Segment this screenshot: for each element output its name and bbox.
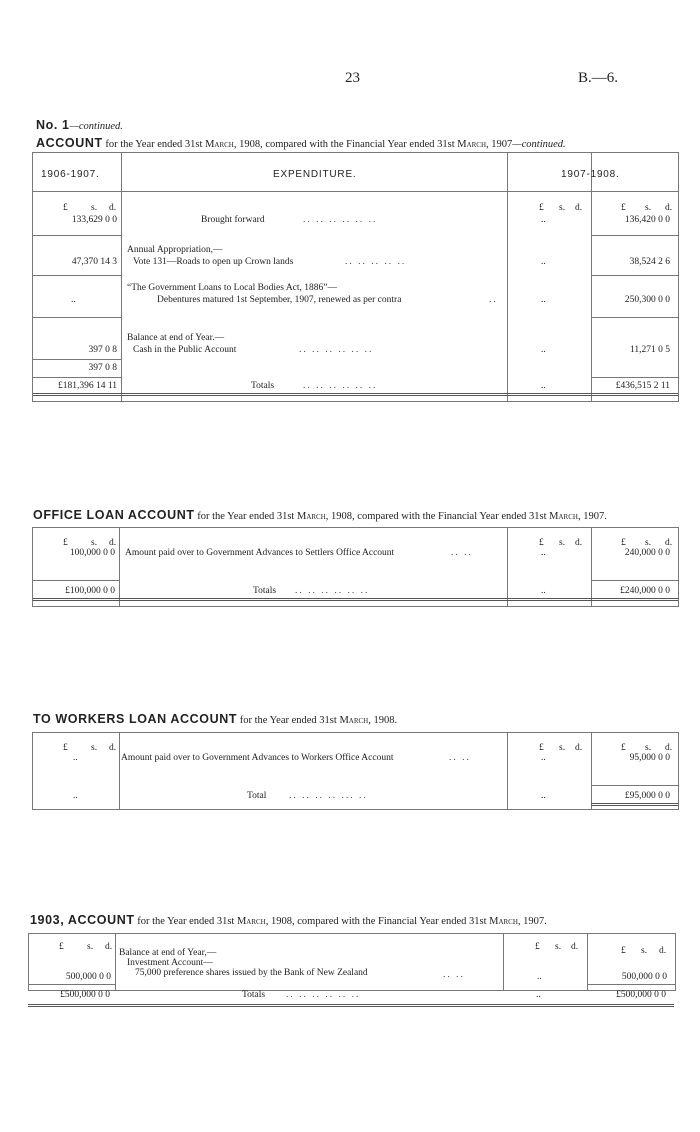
table-row-mid: ..	[541, 257, 546, 267]
unit-pence: d.	[109, 203, 117, 213]
table-row-mid: ..	[541, 753, 546, 763]
leader-dots: .. ..	[449, 753, 471, 763]
table-row-description: Amount paid over to Government Advances to Settlers Office Account	[125, 548, 395, 558]
table-row-description: Vote 131—Roads to open up Crown lands	[133, 257, 294, 267]
table-row-description: Balance at end of Year.—	[127, 333, 225, 343]
table-row-description: Annual Appropriation,—	[127, 245, 223, 255]
section1-header: ACCOUNT for the Year ended 31st March, 1908, compared with the Financial Year ended 31st March, 1907—continued.	[36, 136, 566, 150]
unit-pound: £	[539, 538, 544, 548]
leader-dots: .. ..	[451, 548, 473, 558]
unit-pence: d.	[575, 743, 583, 753]
unit-shilling: s.	[641, 946, 648, 956]
section4-totals	[28, 990, 676, 1014]
section4-title: 1903, ACCOUNT	[30, 913, 135, 927]
col-year-cur: 1907-1908.	[561, 169, 620, 180]
section2-header: OFFICE LOAN ACCOUNT for the Year ended 31st March, 1908, compared with the Financial Year ended 31st March, 1907.	[33, 508, 607, 522]
table-row-prev-amount: ..	[71, 295, 76, 305]
leader-dots: .. .. .. .. .. ..	[299, 345, 374, 355]
total-mid: ..	[541, 791, 546, 801]
unit-pound: £	[63, 743, 68, 753]
total-mid: ..	[541, 586, 546, 596]
table-row-description: Amount paid over to Government Advances to Workers Office Account	[121, 753, 394, 763]
unit-shilling: s.	[555, 942, 562, 952]
unit-pence: d.	[109, 538, 117, 548]
total-label: Total	[247, 791, 267, 801]
section3-table	[32, 732, 679, 810]
unit-shilling: s.	[645, 538, 652, 548]
unit-pound: £	[63, 203, 68, 213]
leader-dots: .. .. .. .. .. ..	[295, 586, 370, 596]
unit-pence: d.	[109, 743, 117, 753]
total-cur-amount: £436,515 2 11	[615, 381, 670, 391]
unit-pence: d.	[659, 946, 667, 956]
section4-table	[28, 933, 676, 991]
total-prev-amount: £500,000 0 0	[60, 990, 110, 1000]
unit-pound: £	[539, 743, 544, 753]
table-row-mid: ..	[541, 548, 546, 558]
unit-shilling: s.	[91, 743, 98, 753]
table-row-description: Brought forward	[201, 215, 265, 225]
table-row-mid: ..	[541, 345, 546, 355]
col-expenditure: EXPENDITURE.	[273, 169, 357, 180]
unit-pence: d.	[665, 538, 673, 548]
unit-pound: £	[621, 203, 626, 213]
total-prev-amount: £100,000 0 0	[65, 586, 115, 596]
unit-shilling: s.	[645, 743, 652, 753]
section4-header: 1903, ACCOUNT for the Year ended 31st March, 1908, compared with the Financial Year ended 31st March, 1907.	[30, 913, 547, 927]
table-row-cur-amount: 250,300 0 0	[624, 295, 670, 305]
leader-dots: .. .. .. .. ..	[345, 257, 407, 267]
leader-dots: .. ..	[443, 970, 465, 980]
unit-pence: d.	[665, 743, 673, 753]
table-row-prev-amount: 397 0 8	[88, 345, 117, 355]
table-row-description: “The Government Loans to Local Bodies Act, 1886”—	[127, 283, 338, 293]
table-row-prev-amount: 100,000 0 0	[69, 548, 115, 558]
unit-pound: £	[63, 538, 68, 548]
total-cur-amount: £240,000 0 0	[620, 586, 670, 596]
table-row-cur-amount: 38,524 2 6	[629, 257, 670, 267]
section3-title: TO WORKERS LOAN ACCOUNT	[33, 712, 238, 726]
total-prev-amount: ..	[73, 791, 78, 801]
table-row-cur-amount: 11,271 0 5	[629, 345, 670, 355]
section3-header: TO WORKERS LOAN ACCOUNT for the Year ended 31st March, 1908.	[33, 712, 398, 726]
leader-dots: ..	[489, 295, 498, 305]
leader-dots: .. .. .. .. ... ..	[289, 791, 368, 801]
table-row-description: Investment Account—	[127, 958, 213, 968]
table-row-description: Balance at end of Year,—	[119, 948, 217, 958]
section2-title: OFFICE LOAN ACCOUNT	[33, 508, 195, 522]
total-label: Totals	[242, 990, 266, 1000]
table-row-prev-amount: 47,370 14 3	[71, 257, 117, 267]
unit-shilling: s.	[559, 538, 566, 548]
table-row-cur-amount: 136,420 0 0	[624, 215, 670, 225]
unit-pence: d.	[105, 942, 113, 952]
section1-number: No. 1—continued.	[36, 118, 123, 132]
leader-dots: .. .. .. .. .. ..	[286, 990, 361, 1000]
unit-pound: £	[535, 942, 540, 952]
col-year-prev: 1906-1907.	[41, 169, 100, 180]
table-row-mid: ..	[541, 295, 546, 305]
table-row-prev-amount: 133,629 0 0	[71, 215, 117, 225]
section2-table	[32, 527, 679, 607]
table-row-mid: ..	[537, 972, 542, 982]
total-mid: ..	[536, 990, 541, 1000]
leader-dots: .. .. .. .. .. ..	[303, 215, 378, 225]
section1-table	[32, 152, 679, 402]
unit-pound: £	[621, 946, 626, 956]
table-row-description: Debentures matured 1st September, 1907, renewed as per contra	[157, 295, 402, 305]
total-prev-amount: £181,396 14 11	[57, 381, 117, 391]
page-number: 23	[345, 70, 360, 86]
section1-title: ACCOUNT	[36, 136, 103, 150]
table-row-cur-amount: 240,000 0 0	[624, 548, 670, 558]
total-mid: ..	[541, 381, 546, 391]
total-cur-amount: £500,000 0 0	[616, 990, 666, 1000]
leader-dots: .. .. .. .. .. ..	[303, 381, 378, 391]
unit-shilling: s.	[91, 203, 98, 213]
unit-pound: £	[539, 203, 544, 213]
table-row-mid: ..	[541, 215, 546, 225]
total-label: Totals	[251, 381, 275, 391]
table-row-description: Cash in the Public Account	[133, 345, 237, 355]
unit-shilling: s.	[559, 203, 566, 213]
unit-pound: £	[621, 743, 626, 753]
unit-pence: d.	[575, 203, 583, 213]
page-reference: B.—6.	[578, 70, 619, 86]
table-row-description: 75,000 preference shares issued by the Bank of New Zealand	[135, 968, 368, 978]
table-row-cur-amount: 95,000 0 0	[629, 753, 670, 763]
table-row-cur-amount: 500,000 0 0	[621, 972, 667, 982]
unit-shilling: s.	[87, 942, 94, 952]
total-cur-amount: £95,000 0 0	[624, 791, 670, 801]
unit-shilling: s.	[559, 743, 566, 753]
unit-pence: d.	[665, 203, 673, 213]
subtotal-amount: 397 0 8	[88, 363, 117, 373]
unit-shilling: s.	[645, 203, 652, 213]
total-label: Totals	[253, 586, 277, 596]
unit-pence: d.	[571, 942, 579, 952]
unit-pound: £	[59, 942, 64, 952]
unit-pence: d.	[575, 538, 583, 548]
table-row-prev-amount: 500,000 0 0	[65, 972, 111, 982]
table-row-prev-amount: ..	[73, 753, 78, 763]
unit-pound: £	[621, 538, 626, 548]
unit-shilling: s.	[91, 538, 98, 548]
